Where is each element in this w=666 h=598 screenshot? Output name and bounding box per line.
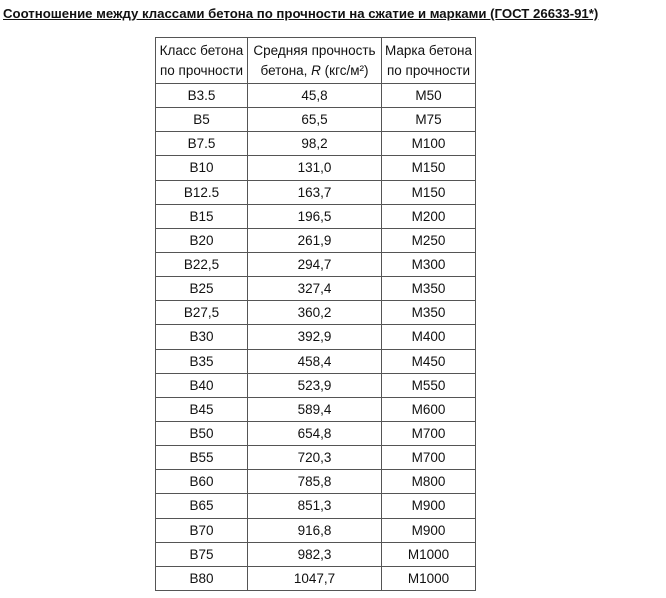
cell-concrete-grade: M600	[382, 397, 476, 421]
cell-concrete-class: B55	[156, 446, 248, 470]
cell-mean-strength: 131,0	[248, 156, 382, 180]
table-row	[156, 397, 476, 421]
header-mean-strength	[248, 38, 382, 84]
header-concrete-grade	[382, 38, 476, 84]
table-row	[156, 373, 476, 397]
table-row	[156, 421, 476, 445]
header-concrete-class	[156, 38, 248, 84]
cell-mean-strength: 45,8	[248, 84, 382, 108]
cell-concrete-grade: M1000	[382, 566, 476, 590]
header-mean-strength-symbol: R	[311, 62, 321, 78]
cell-mean-strength: 1047,7	[248, 566, 382, 590]
cell-concrete-class: B7.5	[156, 132, 248, 156]
cell-mean-strength: 163,7	[248, 180, 382, 204]
table-row	[156, 494, 476, 518]
cell-concrete-class: B3.5	[156, 84, 248, 108]
cell-mean-strength: 458,4	[248, 349, 382, 373]
cell-concrete-grade: M150	[382, 180, 476, 204]
cell-concrete-class: B22,5	[156, 252, 248, 276]
header-concrete-class-line2: по прочности	[159, 62, 244, 78]
table-row	[156, 446, 476, 470]
cell-concrete-class: B65	[156, 494, 248, 518]
cell-concrete-grade: M700	[382, 446, 476, 470]
cell-concrete-grade: M400	[382, 325, 476, 349]
cell-mean-strength: 720,3	[248, 446, 382, 470]
cell-concrete-grade: M350	[382, 301, 476, 325]
table-row	[156, 84, 476, 108]
cell-concrete-class: B27,5	[156, 301, 248, 325]
cell-concrete-grade: M800	[382, 470, 476, 494]
cell-concrete-class: B30	[156, 325, 248, 349]
cell-concrete-class: B35	[156, 349, 248, 373]
cell-concrete-class: B40	[156, 373, 248, 397]
table-row	[156, 566, 476, 590]
cell-concrete-class: B5	[156, 108, 248, 132]
cell-concrete-class: B80	[156, 566, 248, 590]
cell-concrete-grade: M200	[382, 204, 476, 228]
cell-concrete-class: B50	[156, 421, 248, 445]
table-row	[156, 228, 476, 252]
cell-concrete-grade: M550	[382, 373, 476, 397]
header-concrete-class-line1: Класс бетона	[159, 42, 244, 58]
cell-concrete-class: B60	[156, 470, 248, 494]
cell-concrete-grade: M250	[382, 228, 476, 252]
header-mean-strength-unit: (кгс/м²)	[320, 62, 369, 78]
table-row	[156, 518, 476, 542]
cell-mean-strength: 392,9	[248, 325, 382, 349]
cell-concrete-grade: M450	[382, 349, 476, 373]
cell-concrete-class: B70	[156, 518, 248, 542]
cell-concrete-class: B75	[156, 542, 248, 566]
cell-mean-strength: 327,4	[248, 277, 382, 301]
cell-mean-strength: 785,8	[248, 470, 382, 494]
cell-mean-strength: 261,9	[248, 228, 382, 252]
table-row	[156, 108, 476, 132]
cell-concrete-class: B12.5	[156, 180, 248, 204]
cell-concrete-grade: M350	[382, 277, 476, 301]
cell-mean-strength: 916,8	[248, 518, 382, 542]
table-row	[156, 132, 476, 156]
cell-mean-strength: 294,7	[248, 252, 382, 276]
table-row	[156, 204, 476, 228]
header-mean-strength-line1: Средняя прочность	[253, 42, 376, 58]
cell-concrete-class: B20	[156, 228, 248, 252]
header-mean-strength-line2	[248, 61, 381, 81]
header-mean-strength-prefix: бетона,	[260, 62, 312, 78]
cell-concrete-class: B45	[156, 397, 248, 421]
cell-mean-strength: 65,5	[248, 108, 382, 132]
cell-mean-strength: 654,8	[248, 421, 382, 445]
table-row	[156, 301, 476, 325]
cell-concrete-grade: M50	[382, 84, 476, 108]
cell-mean-strength: 360,2	[248, 301, 382, 325]
cell-concrete-grade: M900	[382, 494, 476, 518]
cell-mean-strength: 589,4	[248, 397, 382, 421]
header-concrete-grade-line2: по прочности	[386, 62, 471, 78]
page-title: Соотношение между классами бетона по прочности на сжатие и марками (ГОСТ 26633-91*)	[3, 6, 599, 21]
cell-mean-strength: 98,2	[248, 132, 382, 156]
table-row	[156, 277, 476, 301]
table-row	[156, 470, 476, 494]
table-row	[156, 252, 476, 276]
cell-mean-strength: 982,3	[248, 542, 382, 566]
header-concrete-grade-line1: Марка бетона	[384, 42, 473, 58]
concrete-class-table	[155, 37, 476, 591]
table-body	[156, 84, 476, 591]
table-row	[156, 156, 476, 180]
cell-concrete-grade: M100	[382, 132, 476, 156]
cell-concrete-grade: M300	[382, 252, 476, 276]
table-row	[156, 542, 476, 566]
table-header-row	[156, 38, 476, 84]
cell-mean-strength: 196,5	[248, 204, 382, 228]
cell-concrete-grade: M150	[382, 156, 476, 180]
cell-concrete-class: B25	[156, 277, 248, 301]
cell-concrete-grade: M900	[382, 518, 476, 542]
table-row	[156, 325, 476, 349]
cell-mean-strength: 523,9	[248, 373, 382, 397]
cell-concrete-grade: M700	[382, 421, 476, 445]
cell-concrete-class: B10	[156, 156, 248, 180]
cell-concrete-grade: M1000	[382, 542, 476, 566]
cell-mean-strength: 851,3	[248, 494, 382, 518]
cell-concrete-class: B15	[156, 204, 248, 228]
table-row	[156, 180, 476, 204]
table-row	[156, 349, 476, 373]
cell-concrete-grade: M75	[382, 108, 476, 132]
